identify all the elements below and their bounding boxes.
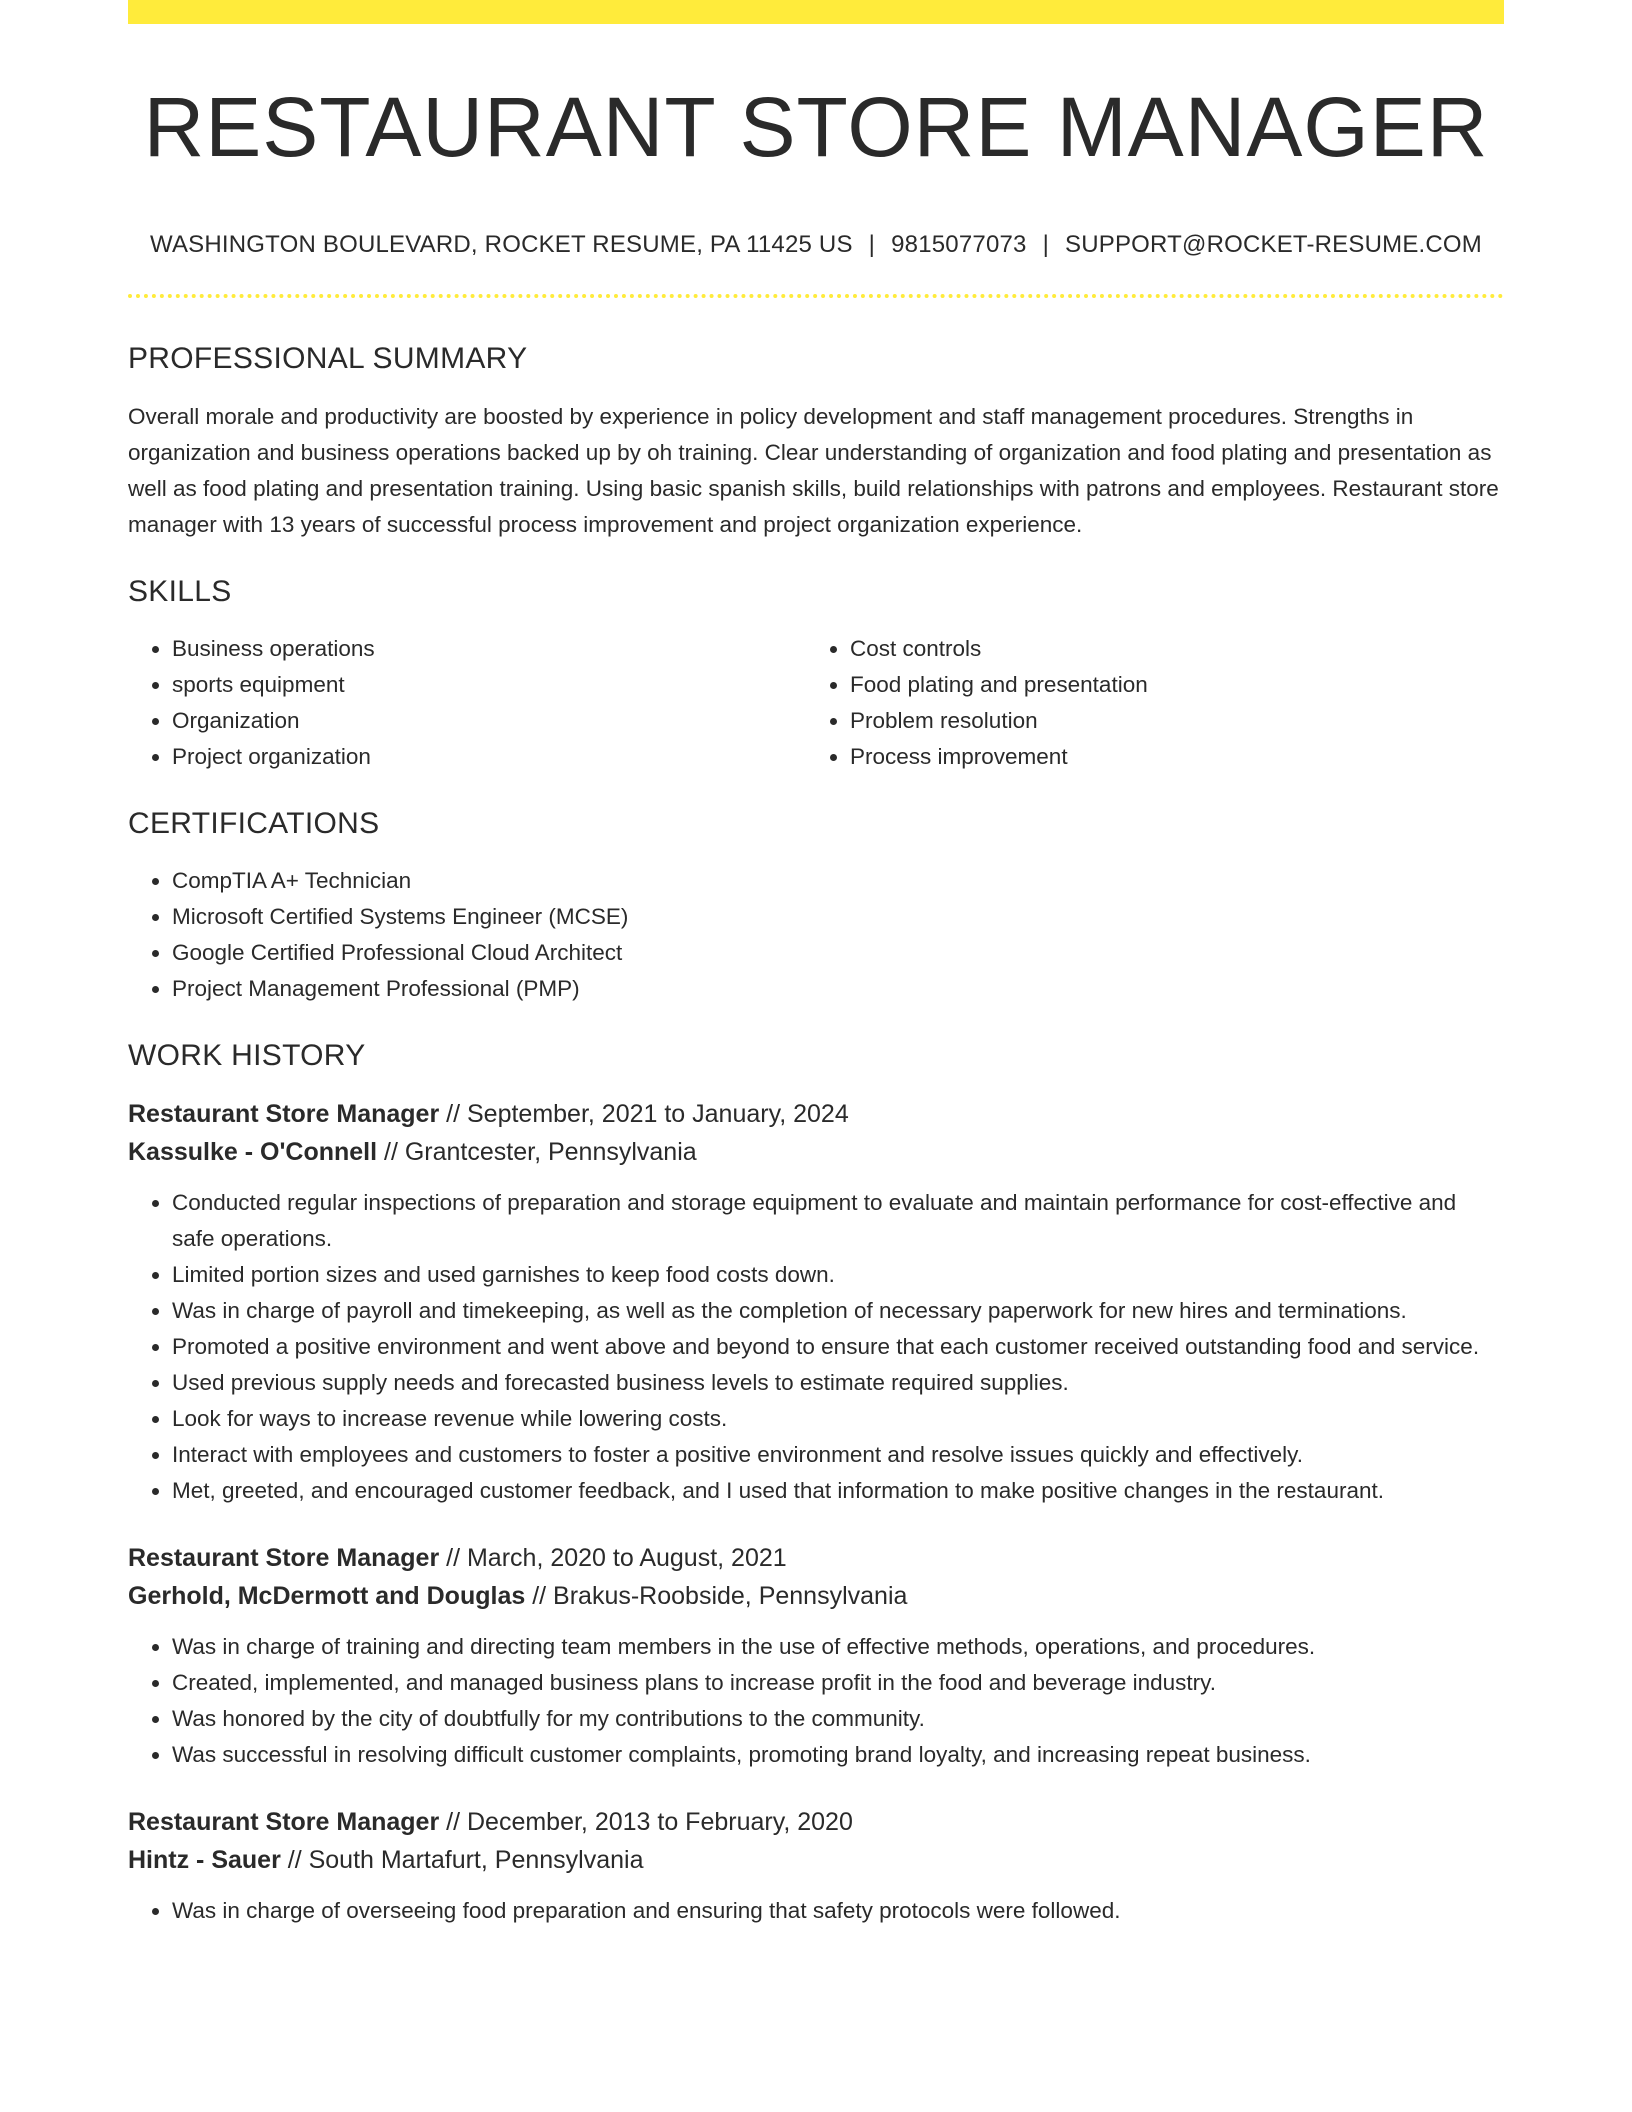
contact-address: WASHINGTON BOULEVARD, ROCKET RESUME, PA 11425 US	[150, 231, 853, 259]
job-bullets	[128, 1629, 1504, 1773]
job-company-line	[128, 1133, 1504, 1171]
job-role-line	[128, 1095, 1504, 1133]
resume-page	[128, 0, 1504, 1929]
job-company-line	[128, 1577, 1504, 1615]
certification-item: • Google Certified Professional Cloud Architect	[172, 935, 1504, 971]
candidate-title: RESTAURANT STORE MANAGER	[143, 80, 1489, 174]
job-bullets	[128, 1185, 1504, 1509]
job-entry	[128, 1803, 1504, 1929]
job-bullet: • Was in charge of training and directing team members in the use of effective methods, operations, and procedures.	[172, 1629, 1504, 1665]
job-bullet: • Conducted regular inspections of preparation and storage equipment to evaluate and maintain performance for cost-effective and safe operations.	[172, 1185, 1504, 1257]
job-dates: // December, 2013 to February, 2020	[439, 1808, 853, 1837]
job-bullet: • Promoted a positive environment and went above and beyond to ensure that each customer received outstanding food and service.	[172, 1329, 1504, 1365]
job-bullet: • Used previous supply needs and forecasted business levels to estimate required supplies.	[172, 1365, 1504, 1401]
skill-item: • Process improvement	[850, 739, 1484, 775]
summary-heading: PROFESSIONAL SUMMARY	[128, 342, 528, 376]
contact-separator: |	[868, 231, 876, 259]
job-bullets	[128, 1893, 1504, 1929]
job-bullet: • Look for ways to increase revenue while lowering costs.	[172, 1401, 1504, 1437]
skill-item: • Food plating and presentation	[850, 667, 1484, 703]
job-bullet: • Met, greeted, and encouraged customer feedback, and I used that information to make positive changes in the restaurant.	[172, 1473, 1504, 1509]
job-entry	[128, 1095, 1504, 1509]
job-location: // South Martafurt, Pennsylvania	[280, 1846, 644, 1875]
skill-item: • Organization	[172, 703, 806, 739]
certification-item: • Microsoft Certified Systems Engineer (MCSE)	[172, 899, 1504, 935]
job-entry	[128, 1539, 1504, 1773]
skill-item: • Project organization	[172, 739, 806, 775]
job-company: Gerhold, McDermott and Douglas	[128, 1582, 526, 1611]
skills-grid	[128, 631, 1504, 775]
certifications-heading: CERTIFICATIONS	[128, 807, 380, 841]
job-role-line	[128, 1539, 1504, 1577]
job-role: Restaurant Store Manager	[128, 1100, 440, 1129]
job-bullet: • Was in charge of payroll and timekeeping, as well as the completion of necessary paperwork for new hires and terminations.	[172, 1293, 1504, 1329]
skills-heading: SKILLS	[128, 575, 232, 609]
summary-text: Overall morale and productivity are boosted by experience in policy development and staff management procedures. Strengths in organization and business operations backed up by oh training. Clear understanding of organization and food plating and presentation as well as food plating and presentation training. Using basic spanish skills, build relationships with patrons and employees. Restaurant store manager with 13 years of successful process improvement and project organization experience.	[128, 404, 1499, 538]
skill-item: • Problem resolution	[850, 703, 1484, 739]
contact-phone: 9815077073	[891, 231, 1027, 259]
job-bullet: • Was honored by the city of doubtfully for my contributions to the community.	[172, 1701, 1504, 1737]
skill-item: • Cost controls	[850, 631, 1484, 667]
job-bullet: • Was in charge of overseeing food preparation and ensuring that safety protocols were followed.	[172, 1893, 1504, 1929]
job-dates: // September, 2021 to January, 2024	[439, 1100, 849, 1129]
job-role: Restaurant Store Manager	[128, 1808, 440, 1837]
job-company: Hintz - Sauer	[128, 1846, 281, 1875]
job-company-line	[128, 1841, 1504, 1879]
skills-column-left	[128, 631, 806, 775]
certifications-list	[128, 863, 1504, 1007]
job-bullet: • Created, implemented, and managed business plans to increase profit in the food and beverage industry.	[172, 1665, 1504, 1701]
job-bullet: • Was successful in resolving difficult customer complaints, promoting brand loyalty, and increasing repeat business.	[172, 1737, 1504, 1773]
job-location: // Brakus-Roobside, Pennsylvania	[525, 1582, 908, 1611]
job-company: Kassulke - O'Connell	[128, 1138, 378, 1167]
job-role: Restaurant Store Manager	[128, 1544, 440, 1573]
dotted-divider	[128, 294, 1504, 298]
job-bullet: • Interact with employees and customers to foster a positive environment and resolve issues quickly and effectively.	[172, 1437, 1504, 1473]
top-accent-bar	[128, 0, 1504, 24]
skill-item: • Business operations	[172, 631, 806, 667]
job-bullet: • Limited portion sizes and used garnishes to keep food costs down.	[172, 1257, 1504, 1293]
skill-item: • sports equipment	[172, 667, 806, 703]
contact-separator: |	[1042, 231, 1050, 259]
contact-line	[128, 231, 1504, 259]
skills-column-right	[806, 631, 1484, 775]
job-role-line	[128, 1803, 1504, 1841]
work-history-heading: WORK HISTORY	[128, 1039, 366, 1073]
contact-email[interactable]: SUPPORT@ROCKET-RESUME.COM	[1065, 231, 1482, 259]
certification-item: • CompTIA A+ Technician	[172, 863, 1504, 899]
job-dates: // March, 2020 to August, 2021	[439, 1544, 787, 1573]
certification-item: • Project Management Professional (PMP)	[172, 971, 1504, 1007]
job-location: // Grantcester, Pennsylvania	[377, 1138, 697, 1167]
